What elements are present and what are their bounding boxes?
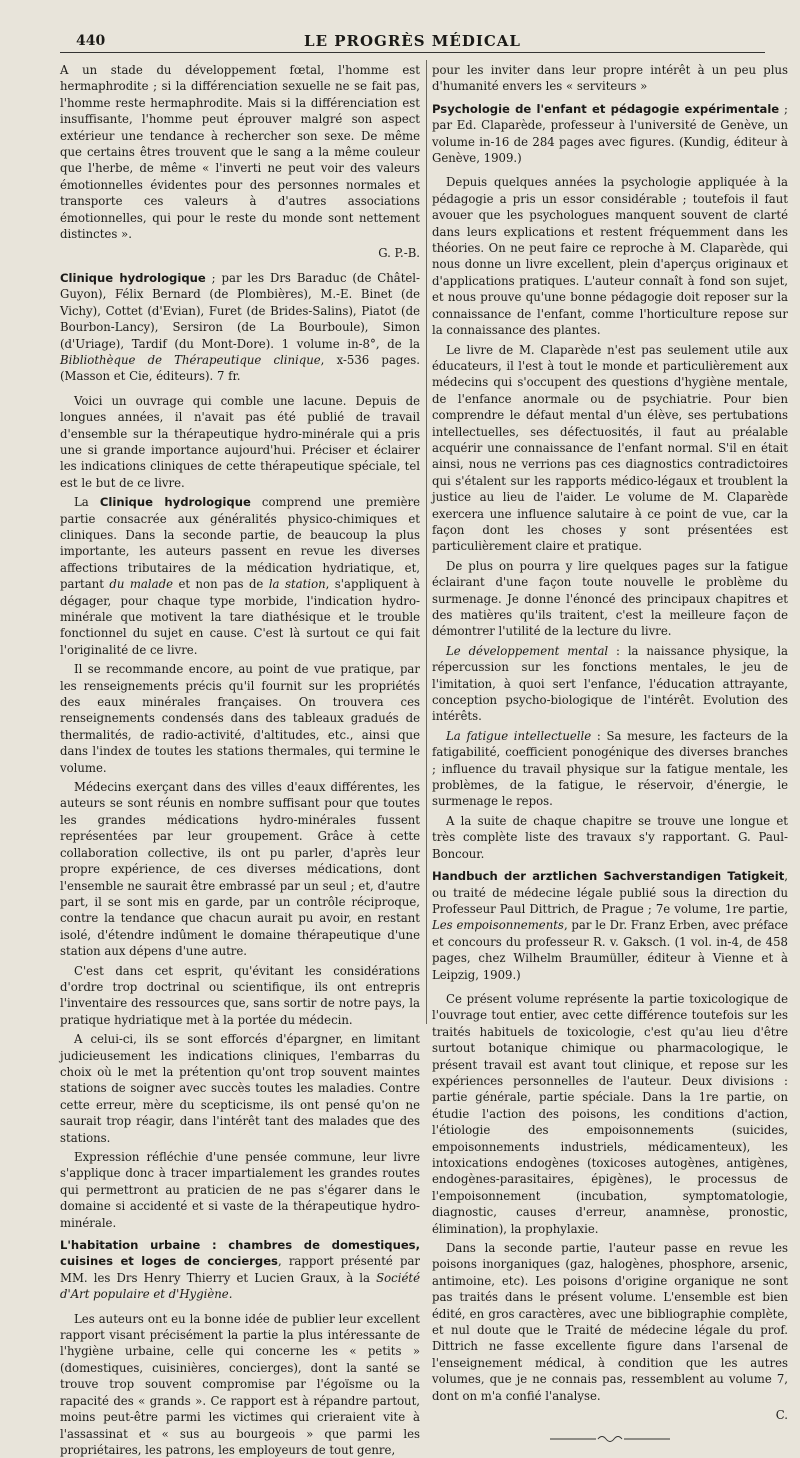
left-column <box>60 62 420 1457</box>
column-divider <box>426 60 427 1024</box>
page-number: 440 <box>76 33 106 49</box>
review-psychologie-details: ; par Ed. Claparède, professeur à l'université de Genève, un volume in-16 de 284 pages avec figures. (Kundig, éditeur à Genève, 1909.) <box>432 101 788 166</box>
review-habitation-reference <box>60 1237 420 1303</box>
intro-paragraph: A un stade du développement fœtal, l'homme est hermaphrodite ; si la différenciation sexuelle ne se fait pas, l'homme reste hermaphrodite. Mais si la différenciation est insuffisante, l'homme peut éprouver malgré son aspect extérieur une tendance à rechercher son sexe. De même que certains êtres trouvent que le sang a la même couleur que l'herbe, de même « l'inverti ne peut voir des valeurs émotionnelles évidentes pour des personnes normales et transporte ces valeurs à d'autres associations émotionnelles, qui pour le reste du monde sont nettement distinctes ». <box>60 63 420 242</box>
chapter-fatigue-title: La fatigue intellectuelle <box>446 728 592 743</box>
review-handbuch-heading: Handbuch der arztlichen Sachverstandigen Tatigkeit <box>432 869 785 884</box>
psychologie-paragraph-1: Depuis quelques années la psychologie appliquée à la pédagogie a pris un essor considérable ; toutefois il faut avouer que les psychologues manquent souvent de clarté dans leurs explications et restent fréquemment dans les théories. On ne peut faire ce reproche à M. Claparède, qui nous donne un livre excellent, plein d'aperçus originaux et d'applications pratiques. L'auteur connaît à fond son sujet, et nous prouve qu'une bonne pédagogie doit reposer sur la connaissance de l'enfant, comme l'horticulture repose sur la connaissance des plantes. <box>432 175 788 338</box>
journal-title: LE PROGRÈS MÉDICAL <box>304 32 521 50</box>
review-handbuch-details-b: , par le Dr. Franz Erben, avec préface et concours du professeur R. v. Gaksch. (1 vol. in-4, de 458 pages, chez Wilhelm Braumüller, éditeur à Vienne et à Leipzig, 1909.) <box>432 918 789 982</box>
review-habitation-authors: , rapport présenté par MM. les Drs Henry Thierry et Lucien Graux, à la <box>60 1254 420 1285</box>
clinique-p2-lead: La <box>74 495 100 510</box>
handbuch-paragraph-1: Ce présent volume représente la partie toxicologique de l'ouvrage tout entier, avec cette différence toutefois sur les traités habituels de toxicologie, c'est qu'au lieu d'être surtout botanique chimique ou pharmacologique, le présent travail est avant tout clinique, et repose sur les expériences personnelles de l'auteur. Deux divisions : partie générale, partie spéciale. Dans la 1re partie, on étudie l'action des poisons, les conditions d'action, l'étiologie des empoisonnements (suicides, empoisonnements industriels, médicamenteux), les intoxications endogènes (toxicoses autogènes, antigènes, endogènes-parasitaires, épigènes), le processus de l'empoisonnement (incubation, symptomatologie, diagnostic, causes d'erreur, anamnèse, pronostic, élimination), la prophylaxie. <box>432 991 788 1236</box>
psychologie-paragraph-6 <box>432 813 788 862</box>
review-habitation-society: Société d'Art populaire et d'Hygiène. <box>60 1270 420 1302</box>
psychologie-paragraph-5 <box>432 728 788 810</box>
habitation-paragraph-1: Les auteurs ont eu la bonne idée de publier leur excellent rapport visant précisément la partie la plus intéressante de l'hygiène urbaine, celle qui concerne les « petits » (domestiques, cuisinières, concierges), dont la santé se trouve trop souvent compromise par l'égoïsme ou la rapacité des « grands ». Ce rapport est à répandre partout, moins peut-être parmi les victimes qui crieraient vite à l'assassinat et « sus au bourgeois » que parmi les propriétaires, les patrons, les employeurs de tout genre, <box>60 1311 420 1457</box>
psychologie-paragraph-3: De plus on pourra y lire quelques pages sur la fatigue éclairant d'une façon toute nouvelle le problème du surmenage. Je donne l'énoncé des principaux chapitres et des matières qu'ils traitent, c'est la meilleure façon de démontrer l'utilité de la lecture du livre. <box>432 558 788 639</box>
clinique-p2-emphasis-1: du malade <box>109 577 173 592</box>
right-column <box>432 62 789 1423</box>
clinique-paragraph-3: Il se recommande encore, au point de vue pratique, par les renseignements précis qu'il fournit sur les propriétés des eaux minérales françaises. On trouvera ces renseignements condensés dans des tableaux gradués de thermalités, de radio-activité, d'altitudes, etc., ainsi que dans l'index de toutes les stations thermales, qui termine le volume. <box>60 662 420 775</box>
review-handbuch-details-a: , ou traité de médecine légale publié sous la direction du Professeur Paul Dittrich, de Prague ; 7e volume, 1re partie, <box>432 869 788 916</box>
review-psychologie-reference <box>432 101 788 167</box>
review-clinique-series: Bibliothèque de Thérapeutique clinique <box>60 352 321 367</box>
clinique-paragraph-7: Expression réfléchie d'une pensée commune, leur livre s'applique donc à tracer impartialement les grandes routes qui permettront au praticien de ne pas s'égarer dans le domaine si accidenté et si vaste de la thérapeutique hydro-minérale. <box>60 1150 420 1230</box>
page-header <box>60 30 765 53</box>
handbuch-signature: C. <box>775 1408 788 1423</box>
psychologie-signature: G. Paul-Boncour. <box>432 830 788 861</box>
chapter-developpement-text: : la naissance physique, la répercussion sur les fonctions mentales, le jeu de l'imitation, à quoi sert l'enfance, l'éducation attrayante, conception psycho-biologique de l'intérêt. Evolution des intérêts. <box>432 643 788 724</box>
clinique-paragraph-6: A celui-ci, ils se sont efforcés d'épargner, en limitant judicieusement les indications cliniques, l'embarras du choix où le met la prétention qu'ont trop souvent maintes stations de soigner avec succès toutes les maladies. Contre cette erreur, mère du scepticisme, ils ont pensé qu'on ne saurait trop réagir, dans l'intérêt tant des malades que des stations. <box>60 1032 420 1145</box>
habitation-continuation: pour les inviter dans leur propre intérêt à un peu plus d'humanité envers les « serviteurs » <box>432 63 788 94</box>
chapter-fatigue-text: : Sa mesure, les facteurs de la fatigabilité, coefficient ponogénique des diverses branches ; influence du travail physique sur la fatigue mentale, les problèmes, de la fatigue, le réservoir, d'énergie, le surmenage le repos. <box>432 728 788 809</box>
ornament-rule-icon <box>550 1434 670 1444</box>
clinique-paragraph-4: Médecins exerçant dans des villes d'eaux différentes, les auteurs se sont réunis en nombre suffisant pour que toutes les grandes médications hydro-minérales fussent représentées par leur groupement. Grâce à cette collaboration collective, ils ont pu parler, d'après leur propre expérience, de ces diverses médications, dont l'ensemble ne saurait être embrassé par un seul ; et, d'autre part, il se sont mis en garde, par un contrôle réciproque, contre la tendance que chacun aurait pu avoir, en restant isolé, d'étendre indûment le domaine thérapeutique d'une station aux dépens d'une autre. <box>60 780 420 959</box>
chapter-developpement-title: Le développement mental <box>446 643 609 658</box>
review-habitation-heading: L'habitation urbaine : chambres de domestiques, cuisines et loges de concierges <box>60 1238 420 1269</box>
psychologie-paragraph-4 <box>432 643 788 725</box>
review-handbuch-volume-title: Les empoisonnements <box>432 918 564 933</box>
clinique-p2-text-a: comprend une première partie consacrée aux généralités physico-chimiques et cliniques. Dans la seconde partie, de beaucoup la plus importante, les auteurs passent en revue les diverses affections tributaires de la médication hydriatique, et, partant <box>60 495 420 592</box>
intro-signature: G. P.-B. <box>378 246 420 261</box>
review-clinique-publisher: , x-536 pages. (Masson et Cie, éditeurs). 7 fr. <box>60 352 420 384</box>
handbuch-paragraph-2: Dans la seconde partie, l'auteur passe en revue les poisons inorganiques (gaz, halogènes, phosphore, arsenic, antimoine, etc). Les poisons d'origine organique ne sont pas traités dans le présent volume. L'ensemble est bien édité, en gros caractères, avec une bibliographie complète, et nul doute que le Traité de médecine légale du prof. Dittrich ne fasse excellente figure dans l'arsenal de l'enseignement médical, à condition que les autres volumes, que je ne connais pas, ressemblent au volume 7, dont on m'a confié l'analyse. <box>432 1241 788 1403</box>
clinique-paragraph-2 <box>60 494 420 658</box>
review-handbuch-reference <box>432 868 788 983</box>
section-end-ornament <box>432 1432 788 1448</box>
psychologie-paragraph-2: Le livre de M. Claparède n'est pas seulement utile aux éducateurs, il l'est à tout le monde et particulièrement aux médecins qui s'occupent des questions d'hygiène mentale, de l'enfance anormale ou de psychiatrie. Pour bien comprendre le défaut mental d'un élève, ses pertubations intellectuelles, ses défectuosités, il faut au préalable acquérir une connaissance de l'enfant normal. S'il en était ainsi, nous ne verrions pas ces diagnostics contradictoires qui s'étalent sur les rapports médico-légaux et troublent la justice au lieu de l'aider. Le volume de M. Claparède exercera une influence salutaire à ce point de vue, car la façon dont les choses y sont présentées est particulièrement claire et pratique. <box>432 342 788 554</box>
clinique-p2-text-c: , s'appliquent à dégager, pour chaque type morbide, l'indication hydro-minérale que motivent la tare diathésique et le trouble fonctionnel du sujet en cause. C'est là surtout ce qui fait l'originalité de ce livre. <box>60 577 420 657</box>
clinique-p2-title: Clinique hydrologique <box>99 495 251 510</box>
clinique-paragraph-5: C'est dans cet esprit, qu'évitant les considérations d'ordre trop doctrinal ou scientifique, ils ont entrepris l'inventaire des ressources que, sans sortir de notre pays, la pratique hydriatique met à la portée du médecin. <box>60 963 420 1027</box>
review-clinique-reference <box>60 270 420 385</box>
clinique-paragraph-1: Voici un ouvrage qui comble une lacune. Depuis de longues années, il n'avait pas été publié de travail d'ensemble sur la thérapeutique hydro-minérale qui a pris une si grande importance aujourd'hui. Préciser et éclairer les indications cliniques de cette thérapeutique spéciale, tel est le but de ce livre. <box>60 393 420 490</box>
review-psychologie-heading: Psychologie de l'enfant et pédagogie expérimentale <box>432 101 780 116</box>
review-clinique-authors: ; par les Drs Baraduc (de Châtel-Guyon), Félix Bernard (de Plombières), M.-E. Binet (de Vichy), Cottet (d'Evian), Furet (de Brides-Salins), Piatot (de Bourbon-Lancy), Sersiron (de La Bourboule), Simon (d'Uriage), Tardif (du Mont-Dore). 1 volume in-8°, de la <box>60 270 420 351</box>
psychologie-p6-text: A la suite de chaque chapitre se trouve une longue et très complète liste des travaux s'y rapportant. <box>432 813 788 845</box>
clinique-p2-text-b: et non pas de <box>173 577 269 592</box>
clinique-p2-emphasis-2: la station <box>268 577 326 592</box>
review-clinique-heading: Clinique hydrologique <box>60 270 206 285</box>
